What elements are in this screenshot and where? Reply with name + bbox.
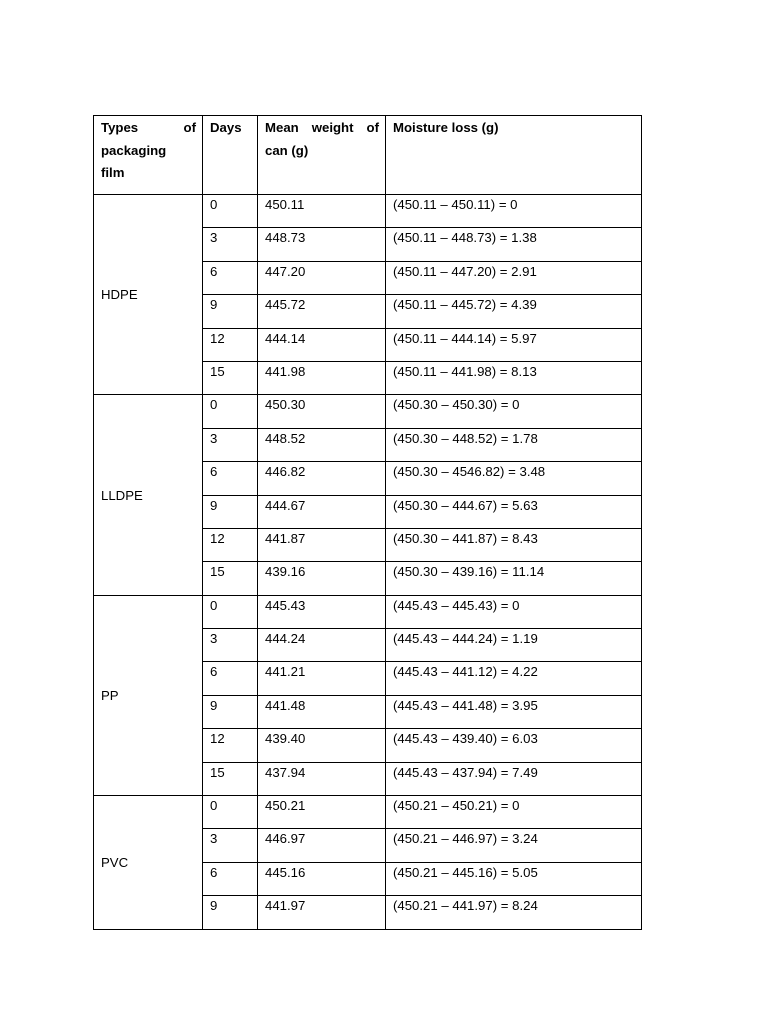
days-cell: 3 [203, 228, 258, 261]
days-cell: 9 [203, 695, 258, 728]
days-cell: 6 [203, 261, 258, 294]
moisture-loss-cell: (450.21 – 441.97) = 8.24 [386, 896, 642, 929]
mean-weight-cell: 441.98 [258, 361, 386, 394]
days-cell: 12 [203, 729, 258, 762]
mean-weight-cell: 445.16 [258, 862, 386, 895]
header-packaging-type-line3: film [101, 165, 125, 180]
mean-weight-cell: 445.43 [258, 595, 386, 628]
days-cell: 9 [203, 896, 258, 929]
mean-weight-cell: 448.73 [258, 228, 386, 261]
mean-weight-cell: 446.97 [258, 829, 386, 862]
days-cell: 9 [203, 295, 258, 328]
packaging-type-cell: HDPE [94, 195, 203, 395]
moisture-loss-cell: (445.43 – 441.12) = 4.22 [386, 662, 642, 695]
mean-weight-cell: 441.21 [258, 662, 386, 695]
days-cell: 6 [203, 662, 258, 695]
mean-weight-cell: 444.67 [258, 495, 386, 528]
moisture-loss-cell: (450.21 – 446.97) = 3.24 [386, 829, 642, 862]
moisture-loss-cell: (445.43 – 441.48) = 3.95 [386, 695, 642, 728]
moisture-loss-cell: (450.30 – 439.16) = 11.14 [386, 562, 642, 595]
days-cell: 3 [203, 428, 258, 461]
moisture-loss-cell: (450.11 – 445.72) = 4.39 [386, 295, 642, 328]
mean-weight-cell: 439.40 [258, 729, 386, 762]
header-mean-weight-line2: can (g) [265, 142, 309, 158]
mean-weight-cell: 441.48 [258, 695, 386, 728]
moisture-loss-cell: (450.11 – 441.98) = 8.13 [386, 361, 642, 394]
days-cell: 15 [203, 762, 258, 795]
days-cell: 3 [203, 829, 258, 862]
moisture-loss-cell: (450.11 – 450.11) = 0 [386, 195, 642, 228]
moisture-loss-cell: (445.43 – 439.40) = 6.03 [386, 729, 642, 762]
mean-weight-cell: 450.11 [258, 195, 386, 228]
mean-weight-cell: 445.72 [258, 295, 386, 328]
days-cell: 12 [203, 528, 258, 561]
mean-weight-cell: 448.52 [258, 428, 386, 461]
packaging-type-cell: PP [94, 595, 203, 795]
table-row [94, 395, 642, 428]
header-packaging-type-line2: packaging [101, 142, 167, 158]
moisture-loss-cell: (450.11 – 447.20) = 2.91 [386, 261, 642, 294]
table-header-row [94, 116, 642, 195]
days-cell: 0 [203, 796, 258, 829]
days-cell: 0 [203, 595, 258, 628]
moisture-loss-cell: (450.30 – 450.30) = 0 [386, 395, 642, 428]
header-moisture-loss: Moisture loss (g) [386, 116, 642, 195]
days-cell: 3 [203, 629, 258, 662]
moisture-loss-cell: (450.30 – 441.87) = 8.43 [386, 528, 642, 561]
days-cell: 15 [203, 562, 258, 595]
header-mean-weight-line1: Mean weight of [265, 120, 379, 135]
mean-weight-cell: 450.21 [258, 796, 386, 829]
days-cell: 6 [203, 462, 258, 495]
table-row [94, 796, 642, 829]
mean-weight-cell: 447.20 [258, 261, 386, 294]
table-body [94, 195, 642, 930]
header-days: Days [203, 116, 258, 195]
days-cell: 0 [203, 195, 258, 228]
days-cell: 9 [203, 495, 258, 528]
header-mean-weight [258, 116, 386, 195]
packaging-type-cell: LLDPE [94, 395, 203, 595]
moisture-loss-cell: (450.30 – 4546.82) = 3.48 [386, 462, 642, 495]
moisture-loss-cell: (450.21 – 445.16) = 5.05 [386, 862, 642, 895]
moisture-loss-cell: (450.21 – 450.21) = 0 [386, 796, 642, 829]
moisture-loss-cell: (445.43 – 437.94) = 7.49 [386, 762, 642, 795]
header-packaging-type-line1: Types of [101, 120, 196, 135]
table-row [94, 195, 642, 228]
days-cell: 12 [203, 328, 258, 361]
mean-weight-cell: 446.82 [258, 462, 386, 495]
mean-weight-cell: 450.30 [258, 395, 386, 428]
moisture-loss-cell: (445.43 – 444.24) = 1.19 [386, 629, 642, 662]
moisture-loss-cell: (450.11 – 448.73) = 1.38 [386, 228, 642, 261]
mean-weight-cell: 444.24 [258, 629, 386, 662]
mean-weight-cell: 441.87 [258, 528, 386, 561]
days-cell: 15 [203, 361, 258, 394]
moisture-loss-cell: (450.30 – 444.67) = 5.63 [386, 495, 642, 528]
days-cell: 0 [203, 395, 258, 428]
moisture-loss-table [93, 115, 642, 930]
header-packaging-type [94, 116, 203, 195]
mean-weight-cell: 441.97 [258, 896, 386, 929]
moisture-loss-cell: (450.11 – 444.14) = 5.97 [386, 328, 642, 361]
moisture-loss-cell: (445.43 – 445.43) = 0 [386, 595, 642, 628]
moisture-loss-cell: (450.30 – 448.52) = 1.78 [386, 428, 642, 461]
days-cell: 6 [203, 862, 258, 895]
packaging-type-cell: PVC [94, 796, 203, 930]
table-row [94, 595, 642, 628]
mean-weight-cell: 439.16 [258, 562, 386, 595]
mean-weight-cell: 437.94 [258, 762, 386, 795]
mean-weight-cell: 444.14 [258, 328, 386, 361]
